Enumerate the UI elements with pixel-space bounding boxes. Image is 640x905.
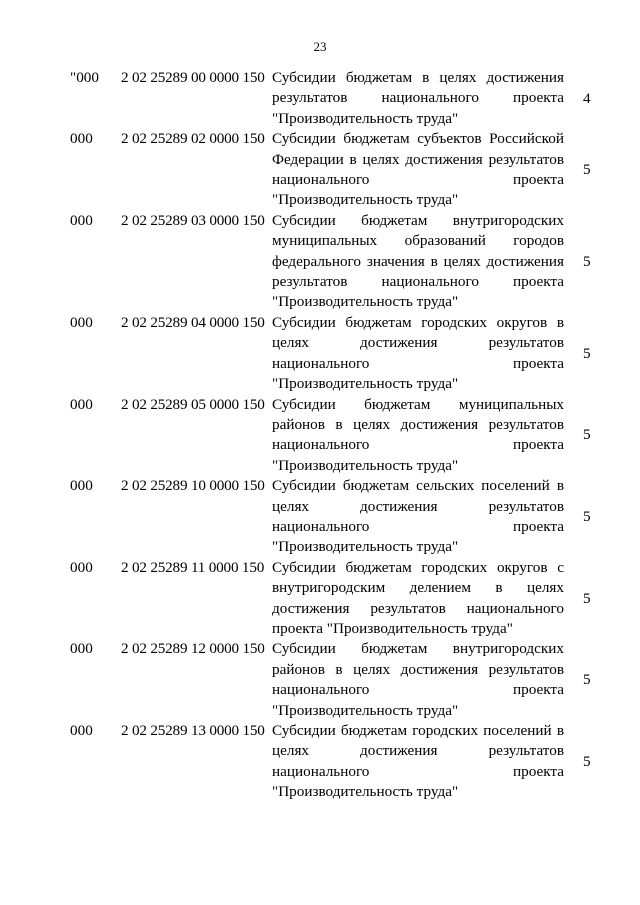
admin-code: "000: [70, 69, 99, 86]
income-description: Субсидии бюджетам сельских поселений в целях достижения результатов национального проекта "Производительность труда": [272, 477, 564, 556]
annex-number: 5: [583, 344, 591, 362]
income-description: Субсидии бюджетам муниципальных районов в целях достижения результатов национального проекта "Производительность труда": [272, 395, 564, 474]
admin-code: 000: [70, 130, 93, 148]
budget-classification-code: 2 02 25289 03 0000 150: [121, 211, 265, 229]
budget-classification-code: 2 02 25289 12 0000 150: [121, 640, 265, 658]
admin-code: 000: [70, 211, 93, 229]
annex-number: 5: [583, 426, 591, 444]
admin-code: 000: [70, 477, 93, 495]
table-row: [0, 211, 640, 313]
annex-number: 5: [583, 252, 591, 270]
table-row: [0, 476, 640, 558]
table-row: [0, 558, 640, 640]
annex-number: 4: [583, 89, 591, 107]
table-row: [0, 721, 640, 803]
table-row: [0, 313, 640, 395]
page-number: 23: [313, 39, 327, 54]
budget-classification-code: 2 02 25289 02 0000 150: [121, 130, 265, 148]
table-row: [0, 129, 640, 211]
budget-code-table: [0, 68, 640, 803]
table-row: [0, 639, 640, 721]
budget-classification-code: 2 02 25289 00 0000 150: [121, 69, 265, 86]
income-description: Субсидии бюджетам городских округов с внутригородским делением в целях достижения результатов национального проекта "Производительность труда": [272, 558, 564, 637]
annex-number: 5: [583, 670, 591, 688]
table-row: [0, 395, 640, 477]
admin-code: 000: [70, 640, 93, 658]
annex-number: 5: [583, 160, 591, 178]
admin-code: 000: [70, 395, 93, 413]
income-description: Субсидии бюджетам внутригородских муниципальных образований городов федерального значения в целях достижения результатов национального проекта "Производительность труда": [272, 211, 564, 311]
budget-classification-code: 2 02 25289 11 0000 150: [121, 558, 265, 576]
budget-classification-code: 2 02 25289 05 0000 150: [121, 395, 265, 413]
budget-classification-code: 2 02 25289 10 0000 150: [121, 477, 265, 495]
annex-number: 5: [583, 589, 591, 607]
income-description: Субсидии бюджетам в целях достижения результатов национального проекта "Производительность труда": [272, 69, 564, 127]
income-description: Субсидии бюджетам городских округов в целях достижения результатов национального проекта "Производительность труда": [272, 313, 564, 393]
table-row: [0, 68, 640, 129]
income-description: Субсидии бюджетам внутригородских районов в целях достижения результатов национального проекта "Производительность труда": [272, 640, 564, 719]
budget-classification-code: 2 02 25289 04 0000 150: [121, 313, 265, 331]
annex-number: 5: [583, 507, 591, 525]
income-description: Субсидии бюджетам субъектов Российской Федерации в целях достижения результатов национального проекта "Производительность труда": [272, 130, 564, 209]
budget-classification-code: 2 02 25289 13 0000 150: [121, 722, 265, 739]
admin-code: 000: [70, 313, 93, 331]
income-description: Субсидии бюджетам городских поселений в целях достижения результатов национального проекта "Производительность труда": [272, 722, 564, 801]
admin-code: 000: [70, 558, 93, 576]
admin-code: 000: [70, 722, 93, 739]
annex-number: 5: [583, 752, 591, 770]
